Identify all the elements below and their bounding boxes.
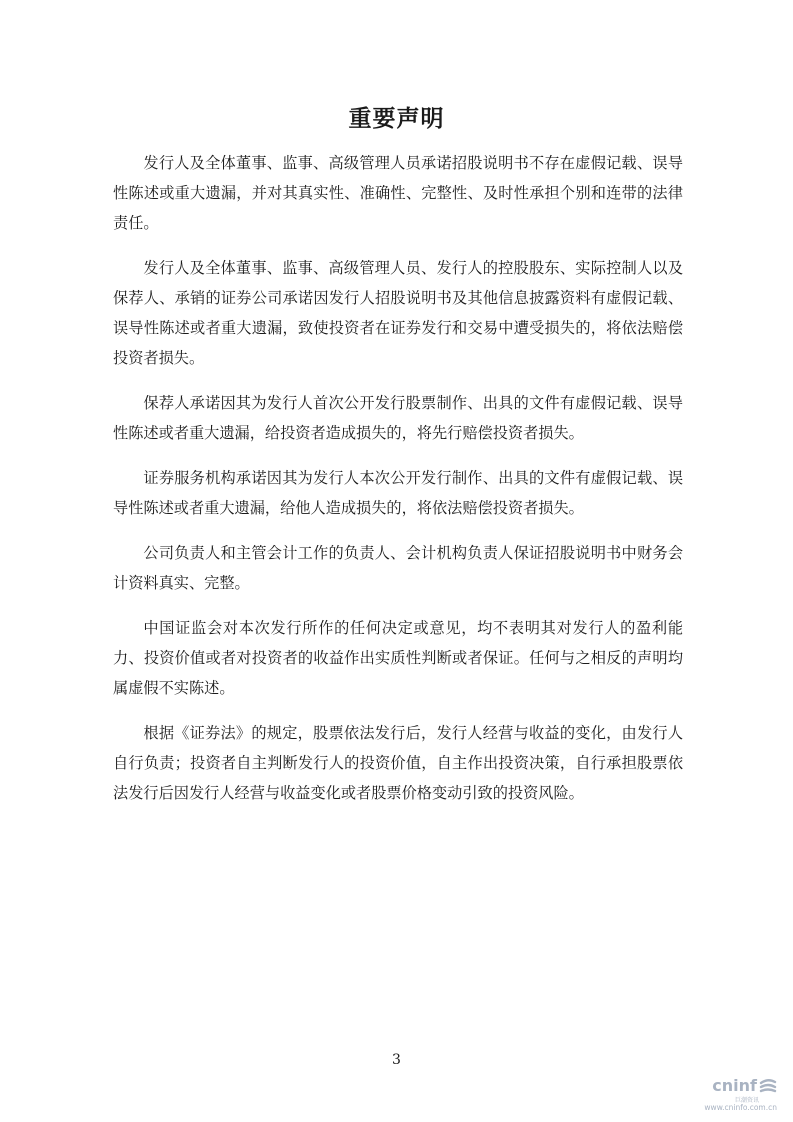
statement-body (113, 148, 683, 823)
paragraph-4: 证券服务机构承诺因其为发行人本次公开发行制作、出具的文件有虚假记载、误导性陈述或者重大遗漏，给他人造成损失的，将依法赔偿投资者损失。 (113, 469, 683, 517)
paragraph-1: 发行人及全体董事、监事、高级管理人员承诺招股说明书不存在虚假记载、误导性陈述或重大遗漏，并对其真实性、准确性、完整性、及时性承担个别和连带的法律责任。 (113, 154, 683, 232)
watermark-logo-text: cninf (712, 1076, 757, 1095)
paragraph-3: 保荐人承诺因其为发行人首次公开发行股票制作、出具的文件有虚假记载、误导性陈述或者重大遗漏，给投资者造成损失的，将先行赔偿投资者损失。 (113, 394, 683, 442)
watermark-url: www.cninfo.com.cn (704, 1103, 777, 1112)
page-number: 3 (392, 1052, 401, 1068)
swirl-logo-icon (759, 1078, 777, 1094)
paragraph-6: 中国证监会对本次发行所作的任何决定或意见，均不表明其对发行人的盈利能力、投资价值或者对投资者的收益作出实质性判断或者保证。任何与之相反的声明均属虚假不实陈述。 (113, 619, 683, 697)
paragraph-2: 发行人及全体董事、监事、高级管理人员、发行人的控股股东、实际控制人以及保荐人、承销的证券公司承诺因发行人招股说明书及其他信息披露资料有虚假记载、误导性陈述或者重大遗漏，致使投资者在证券发行和交易中遭受损失的，将依法赔偿投资者损失。 (113, 259, 683, 367)
paragraph-7: 根据《证券法》的规定，股票依法发行后，发行人经营与收益的变化，由发行人自行负责；投资者自主判断发行人的投资价值，自主作出投资决策，自行承担股票依法发行后因发行人经营与收益变化或者股票价格变动引致的投资风险。 (113, 724, 683, 802)
cninfo-watermark (689, 1076, 779, 1112)
watermark-subtitle: 巨潮资讯 (734, 1097, 759, 1104)
page-title: 重要声明 (348, 106, 445, 132)
paragraph-5: 公司负责人和主管会计工作的负责人、会计机构负责人保证招股说明书中财务会计资料真实、完整。 (113, 544, 683, 592)
